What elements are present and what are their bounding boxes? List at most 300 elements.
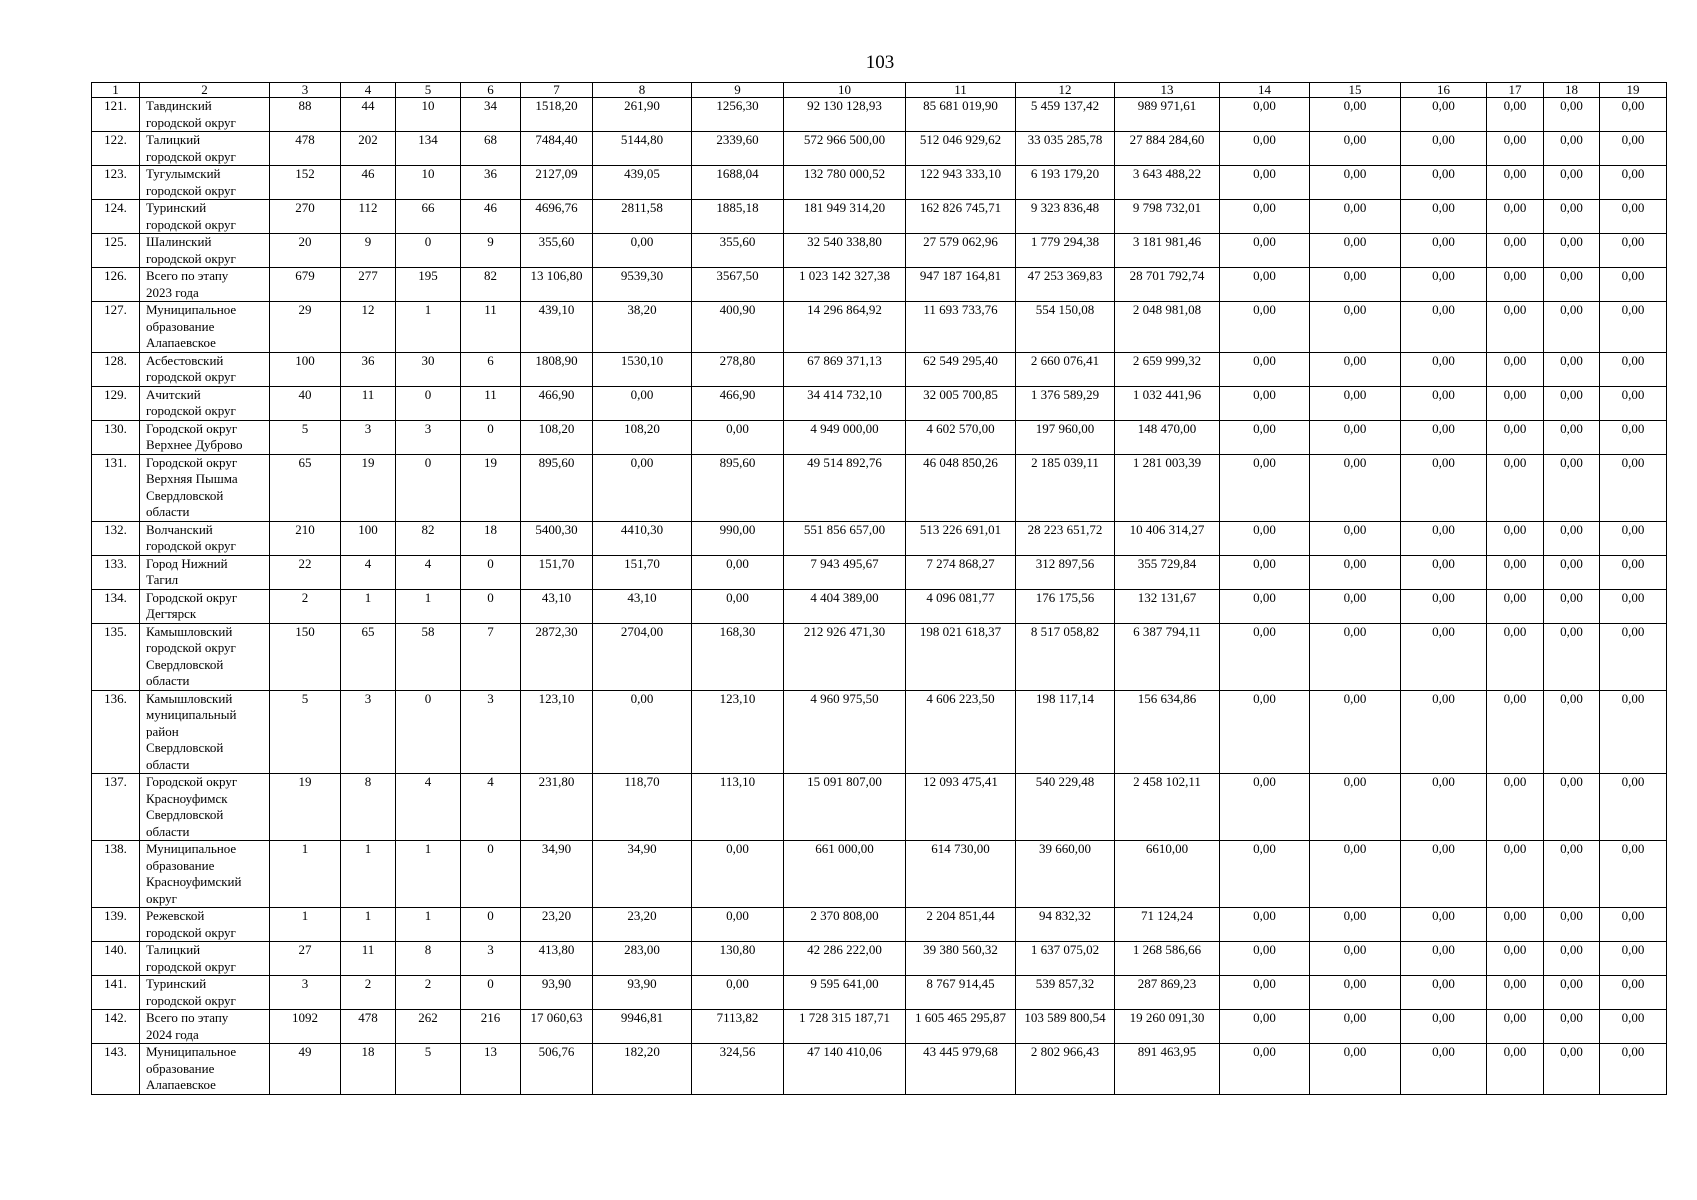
value-cell: 0,00 — [1600, 774, 1667, 841]
value-cell: 540 229,48 — [1016, 774, 1115, 841]
value-cell: 312 897,56 — [1016, 555, 1115, 589]
value-cell: 0,00 — [1310, 908, 1401, 942]
value-cell: 9 323 836,48 — [1016, 200, 1115, 234]
value-cell: 0,00 — [1487, 589, 1544, 623]
table-row — [92, 774, 1667, 841]
value-cell: 0,00 — [1401, 352, 1487, 386]
value-cell: 278,80 — [692, 352, 784, 386]
value-cell: 277 — [341, 268, 396, 302]
value-cell: 1 605 465 295,87 — [906, 1010, 1016, 1044]
value-cell: 0,00 — [1544, 234, 1600, 268]
value-cell: 8 767 914,45 — [906, 976, 1016, 1010]
value-cell: 14 296 864,92 — [784, 302, 906, 353]
value-cell: 0,00 — [1544, 623, 1600, 690]
value-cell: 466,90 — [692, 386, 784, 420]
row-number-cell: 140. — [92, 942, 140, 976]
value-cell: 355 729,84 — [1115, 555, 1220, 589]
value-cell: 5 459 137,42 — [1016, 98, 1115, 132]
value-cell: 132 131,67 — [1115, 589, 1220, 623]
table-row — [92, 908, 1667, 942]
value-cell: 0,00 — [1220, 166, 1310, 200]
value-cell: 47 140 410,06 — [784, 1044, 906, 1095]
municipality-name-cell: Камышловский муниципальный район Свердловской области — [140, 690, 270, 774]
value-cell: 0,00 — [1401, 420, 1487, 454]
value-cell: 8 — [396, 942, 461, 976]
value-cell: 1 — [396, 589, 461, 623]
value-cell: 0,00 — [1310, 623, 1401, 690]
value-cell: 93,90 — [593, 976, 692, 1010]
value-cell: 0,00 — [1310, 976, 1401, 1010]
value-cell: 0,00 — [1220, 774, 1310, 841]
value-cell: 0,00 — [1600, 521, 1667, 555]
value-cell: 0,00 — [1310, 521, 1401, 555]
row-number-cell: 123. — [92, 166, 140, 200]
value-cell: 9 798 732,01 — [1115, 200, 1220, 234]
value-cell: 2 660 076,41 — [1016, 352, 1115, 386]
value-cell: 1 — [341, 589, 396, 623]
value-cell: 0,00 — [1487, 200, 1544, 234]
value-cell: 210 — [270, 521, 341, 555]
value-cell: 891 463,95 — [1115, 1044, 1220, 1095]
value-cell: 0,00 — [1220, 841, 1310, 908]
value-cell: 355,60 — [521, 234, 593, 268]
value-cell: 151,70 — [593, 555, 692, 589]
value-cell: 1092 — [270, 1010, 341, 1044]
value-cell: 130,80 — [692, 942, 784, 976]
value-cell: 0,00 — [1544, 976, 1600, 1010]
value-cell: 4 096 081,77 — [906, 589, 1016, 623]
value-cell: 0,00 — [1401, 908, 1487, 942]
value-cell: 1 779 294,38 — [1016, 234, 1115, 268]
value-cell: 4 404 389,00 — [784, 589, 906, 623]
value-cell: 156 634,86 — [1115, 690, 1220, 774]
row-number-cell: 142. — [92, 1010, 140, 1044]
value-cell: 9 595 641,00 — [784, 976, 906, 1010]
value-cell: 0,00 — [1487, 908, 1544, 942]
value-cell: 0,00 — [1310, 166, 1401, 200]
value-cell: 1 376 589,29 — [1016, 386, 1115, 420]
value-cell: 270 — [270, 200, 341, 234]
value-cell: 4 — [461, 774, 521, 841]
value-cell: 4 602 570,00 — [906, 420, 1016, 454]
value-cell: 2 — [270, 589, 341, 623]
value-cell: 1 — [341, 908, 396, 942]
value-cell: 0,00 — [1544, 132, 1600, 166]
value-cell: 0,00 — [1401, 132, 1487, 166]
value-cell: 1256,30 — [692, 98, 784, 132]
value-cell: 0,00 — [1220, 690, 1310, 774]
municipality-name-cell: Талицкий городской округ — [140, 132, 270, 166]
value-cell: 0,00 — [1401, 841, 1487, 908]
value-cell: 108,20 — [521, 420, 593, 454]
municipality-name-cell: Камышловский городской округ Свердловской области — [140, 623, 270, 690]
value-cell: 0,00 — [1600, 623, 1667, 690]
value-cell: 39 380 560,32 — [906, 942, 1016, 976]
value-cell: 679 — [270, 268, 341, 302]
value-cell: 0,00 — [1544, 166, 1600, 200]
value-cell: 197 960,00 — [1016, 420, 1115, 454]
value-cell: 46 — [341, 166, 396, 200]
value-cell: 4 606 223,50 — [906, 690, 1016, 774]
value-cell: 0,00 — [1487, 302, 1544, 353]
value-cell: 0,00 — [1220, 302, 1310, 353]
value-cell: 4 — [396, 555, 461, 589]
value-cell: 93,90 — [521, 976, 593, 1010]
value-cell: 4 — [341, 555, 396, 589]
value-cell: 0 — [396, 234, 461, 268]
value-cell: 176 175,56 — [1016, 589, 1115, 623]
column-header: 12 — [1016, 83, 1115, 98]
value-cell: 0,00 — [1401, 200, 1487, 234]
value-cell: 989 971,61 — [1115, 98, 1220, 132]
row-number-cell: 139. — [92, 908, 140, 942]
value-cell: 82 — [396, 521, 461, 555]
value-cell: 15 091 807,00 — [784, 774, 906, 841]
value-cell: 29 — [270, 302, 341, 353]
value-cell: 67 869 371,13 — [784, 352, 906, 386]
value-cell: 0,00 — [1487, 420, 1544, 454]
value-cell: 32 540 338,80 — [784, 234, 906, 268]
row-number-cell: 132. — [92, 521, 140, 555]
value-cell: 39 660,00 — [1016, 841, 1115, 908]
value-cell: 62 549 295,40 — [906, 352, 1016, 386]
value-cell: 0,00 — [1310, 841, 1401, 908]
value-cell: 6 — [461, 352, 521, 386]
value-cell: 0,00 — [1310, 386, 1401, 420]
value-cell: 5144,80 — [593, 132, 692, 166]
value-cell: 231,80 — [521, 774, 593, 841]
value-cell: 0,00 — [1544, 908, 1600, 942]
table-row — [92, 589, 1667, 623]
value-cell: 0,00 — [1220, 420, 1310, 454]
value-cell: 0,00 — [1220, 908, 1310, 942]
value-cell: 0,00 — [1220, 1044, 1310, 1095]
value-cell: 2704,00 — [593, 623, 692, 690]
value-cell: 34,90 — [593, 841, 692, 908]
value-cell: 0,00 — [593, 690, 692, 774]
value-cell: 4696,76 — [521, 200, 593, 234]
table-row — [92, 352, 1667, 386]
value-cell: 512 046 929,62 — [906, 132, 1016, 166]
municipality-name-cell: Режевской городской округ — [140, 908, 270, 942]
value-cell: 46 048 850,26 — [906, 454, 1016, 521]
value-cell: 148 470,00 — [1115, 420, 1220, 454]
row-number-cell: 121. — [92, 98, 140, 132]
table-row — [92, 521, 1667, 555]
value-cell: 661 000,00 — [784, 841, 906, 908]
value-cell: 0,00 — [1600, 386, 1667, 420]
value-cell: 355,60 — [692, 234, 784, 268]
municipality-name-cell: Всего по этапу 2023 года — [140, 268, 270, 302]
value-cell: 2811,58 — [593, 200, 692, 234]
value-cell: 0,00 — [1544, 942, 1600, 976]
value-cell: 0 — [461, 555, 521, 589]
value-cell: 0 — [461, 976, 521, 1010]
value-cell: 34,90 — [521, 841, 593, 908]
value-cell: 1530,10 — [593, 352, 692, 386]
value-cell: 0,00 — [1401, 268, 1487, 302]
value-cell: 0,00 — [1544, 454, 1600, 521]
value-cell: 0,00 — [1487, 1010, 1544, 1044]
value-cell: 36 — [461, 166, 521, 200]
table-row — [92, 268, 1667, 302]
value-cell: 0,00 — [1310, 1044, 1401, 1095]
value-cell: 0,00 — [1220, 942, 1310, 976]
value-cell: 9539,30 — [593, 268, 692, 302]
value-cell: 0,00 — [1220, 98, 1310, 132]
table-row — [92, 302, 1667, 353]
row-number-cell: 137. — [92, 774, 140, 841]
value-cell: 0,00 — [1544, 690, 1600, 774]
value-cell: 0,00 — [593, 386, 692, 420]
table-row — [92, 690, 1667, 774]
value-cell: 0,00 — [1544, 352, 1600, 386]
value-cell: 0,00 — [1487, 98, 1544, 132]
column-header: 16 — [1401, 83, 1487, 98]
value-cell: 2872,30 — [521, 623, 593, 690]
column-header: 7 — [521, 83, 593, 98]
value-cell: 27 — [270, 942, 341, 976]
value-cell: 65 — [270, 454, 341, 521]
row-number-cell: 124. — [92, 200, 140, 234]
municipality-name-cell: Талицкий городской округ — [140, 942, 270, 976]
municipality-name-cell: Всего по этапу 2024 года — [140, 1010, 270, 1044]
value-cell: 0,00 — [1600, 302, 1667, 353]
value-cell: 3567,50 — [692, 268, 784, 302]
value-cell: 0,00 — [1600, 690, 1667, 774]
value-cell: 2 — [341, 976, 396, 1010]
value-cell: 262 — [396, 1010, 461, 1044]
municipality-name-cell: Волчанский городской округ — [140, 521, 270, 555]
column-header: 9 — [692, 83, 784, 98]
value-cell: 1 — [396, 908, 461, 942]
value-cell: 113,10 — [692, 774, 784, 841]
value-cell: 0,00 — [1600, 166, 1667, 200]
column-header: 17 — [1487, 83, 1544, 98]
value-cell: 0,00 — [1487, 623, 1544, 690]
value-cell: 6610,00 — [1115, 841, 1220, 908]
value-cell: 38,20 — [593, 302, 692, 353]
value-cell: 103 589 800,54 — [1016, 1010, 1115, 1044]
data-table — [91, 82, 1667, 1095]
value-cell: 3 181 981,46 — [1115, 234, 1220, 268]
page-number: 103 — [865, 52, 895, 73]
value-cell: 0,00 — [1310, 454, 1401, 521]
value-cell: 11 — [461, 386, 521, 420]
value-cell: 34 — [461, 98, 521, 132]
value-cell: 324,56 — [692, 1044, 784, 1095]
row-number-cell: 126. — [92, 268, 140, 302]
value-cell: 9 — [461, 234, 521, 268]
value-cell: 0,00 — [1544, 521, 1600, 555]
value-cell: 13 106,80 — [521, 268, 593, 302]
column-header: 19 — [1600, 83, 1667, 98]
value-cell: 1 — [341, 841, 396, 908]
value-cell: 0,00 — [1401, 1010, 1487, 1044]
value-cell: 132 780 000,52 — [784, 166, 906, 200]
value-cell: 181 949 314,20 — [784, 200, 906, 234]
value-cell: 0,00 — [1600, 200, 1667, 234]
value-cell: 0,00 — [1401, 234, 1487, 268]
value-cell: 18 — [461, 521, 521, 555]
value-cell: 4 949 000,00 — [784, 420, 906, 454]
value-cell: 4 — [396, 774, 461, 841]
value-cell: 58 — [396, 623, 461, 690]
value-cell: 49 — [270, 1044, 341, 1095]
value-cell: 551 856 657,00 — [784, 521, 906, 555]
value-cell: 0,00 — [1487, 132, 1544, 166]
value-cell: 33 035 285,78 — [1016, 132, 1115, 166]
value-cell: 0,00 — [1220, 555, 1310, 589]
value-cell: 1 728 315 187,71 — [784, 1010, 906, 1044]
value-cell: 0,00 — [1487, 234, 1544, 268]
value-cell: 1 032 441,96 — [1115, 386, 1220, 420]
value-cell: 539 857,32 — [1016, 976, 1115, 1010]
value-cell: 572 966 500,00 — [784, 132, 906, 166]
value-cell: 0,00 — [1600, 589, 1667, 623]
table-row — [92, 454, 1667, 521]
value-cell: 0,00 — [1220, 132, 1310, 166]
value-cell: 0,00 — [1310, 302, 1401, 353]
value-cell: 19 260 091,30 — [1115, 1010, 1220, 1044]
value-cell: 43,10 — [593, 589, 692, 623]
value-cell: 1 268 586,66 — [1115, 942, 1220, 976]
value-cell: 4 960 975,50 — [784, 690, 906, 774]
column-header: 4 — [341, 83, 396, 98]
value-cell: 7 943 495,67 — [784, 555, 906, 589]
value-cell: 413,80 — [521, 942, 593, 976]
value-cell: 11 — [341, 386, 396, 420]
table-row — [92, 200, 1667, 234]
table-row — [92, 1010, 1667, 1044]
value-cell: 198 117,14 — [1016, 690, 1115, 774]
value-cell: 1885,18 — [692, 200, 784, 234]
value-cell: 0 — [396, 454, 461, 521]
value-cell: 0,00 — [593, 234, 692, 268]
municipality-name-cell: Городской округ Верхняя Пышма Свердловской области — [140, 454, 270, 521]
value-cell: 19 — [270, 774, 341, 841]
value-cell: 0,00 — [1487, 521, 1544, 555]
value-cell: 3 643 488,22 — [1115, 166, 1220, 200]
column-header: 5 — [396, 83, 461, 98]
value-cell: 0,00 — [1600, 268, 1667, 302]
value-cell: 0,00 — [1310, 774, 1401, 841]
municipality-name-cell: Муниципальное образование Алапаевское — [140, 1044, 270, 1095]
value-cell: 0,00 — [1401, 555, 1487, 589]
value-cell: 11 — [341, 942, 396, 976]
value-cell: 0,00 — [1600, 1044, 1667, 1095]
value-cell: 0,00 — [1544, 420, 1600, 454]
row-number-cell: 135. — [92, 623, 140, 690]
value-cell: 1 — [396, 302, 461, 353]
value-cell: 0,00 — [1487, 352, 1544, 386]
value-cell: 30 — [396, 352, 461, 386]
value-cell: 0,00 — [1310, 132, 1401, 166]
value-cell: 44 — [341, 98, 396, 132]
value-cell: 0,00 — [1600, 976, 1667, 1010]
value-cell: 0,00 — [1600, 132, 1667, 166]
value-cell: 1518,20 — [521, 98, 593, 132]
value-cell: 0,00 — [1310, 589, 1401, 623]
value-cell: 0 — [461, 589, 521, 623]
value-cell: 88 — [270, 98, 341, 132]
row-number-cell: 125. — [92, 234, 140, 268]
table-row — [92, 132, 1667, 166]
municipality-name-cell: Туринский городской округ — [140, 200, 270, 234]
value-cell: 1 023 142 327,38 — [784, 268, 906, 302]
value-cell: 439,05 — [593, 166, 692, 200]
value-cell: 23,20 — [521, 908, 593, 942]
value-cell: 0,00 — [692, 976, 784, 1010]
row-number-cell: 127. — [92, 302, 140, 353]
value-cell: 3 — [461, 942, 521, 976]
municipality-name-cell: Шалинский городской округ — [140, 234, 270, 268]
value-cell: 0,00 — [692, 420, 784, 454]
value-cell: 123,10 — [521, 690, 593, 774]
table-row — [92, 98, 1667, 132]
value-cell: 513 226 691,01 — [906, 521, 1016, 555]
table-row — [92, 555, 1667, 589]
value-cell: 0,00 — [1600, 908, 1667, 942]
value-cell: 287 869,23 — [1115, 976, 1220, 1010]
value-cell: 506,76 — [521, 1044, 593, 1095]
value-cell: 0,00 — [1401, 690, 1487, 774]
value-cell: 478 — [341, 1010, 396, 1044]
value-cell: 0,00 — [1600, 555, 1667, 589]
value-cell: 0,00 — [1487, 1044, 1544, 1095]
value-cell: 0,00 — [1401, 98, 1487, 132]
value-cell: 0 — [461, 908, 521, 942]
value-cell: 9 — [341, 234, 396, 268]
value-cell: 0,00 — [692, 908, 784, 942]
value-cell: 151,70 — [521, 555, 593, 589]
value-cell: 134 — [396, 132, 461, 166]
value-cell: 0,00 — [1401, 386, 1487, 420]
value-cell: 7 — [461, 623, 521, 690]
value-cell: 182,20 — [593, 1044, 692, 1095]
value-cell: 0,00 — [1487, 841, 1544, 908]
value-cell: 283,00 — [593, 942, 692, 976]
value-cell: 27 884 284,60 — [1115, 132, 1220, 166]
value-cell: 0,00 — [1310, 268, 1401, 302]
value-cell: 92 130 128,93 — [784, 98, 906, 132]
value-cell: 0,00 — [1220, 521, 1310, 555]
value-cell: 6 193 179,20 — [1016, 166, 1115, 200]
value-cell: 0,00 — [692, 555, 784, 589]
column-header: 2 — [140, 83, 270, 98]
value-cell: 0,00 — [1310, 234, 1401, 268]
value-cell: 10 — [396, 98, 461, 132]
value-cell: 66 — [396, 200, 461, 234]
value-cell: 0,00 — [1544, 200, 1600, 234]
value-cell: 0,00 — [1401, 976, 1487, 1010]
value-cell: 0,00 — [1487, 386, 1544, 420]
value-cell: 1808,90 — [521, 352, 593, 386]
value-cell: 28 701 792,74 — [1115, 268, 1220, 302]
municipality-name-cell: Городской округ Красноуфимск Свердловской области — [140, 774, 270, 841]
value-cell: 261,90 — [593, 98, 692, 132]
value-cell: 123,10 — [692, 690, 784, 774]
value-cell: 3 — [461, 690, 521, 774]
table-row — [92, 166, 1667, 200]
value-cell: 0,00 — [1487, 942, 1544, 976]
row-number-cell: 143. — [92, 1044, 140, 1095]
row-number-cell: 129. — [92, 386, 140, 420]
value-cell: 0,00 — [1401, 166, 1487, 200]
column-header: 13 — [1115, 83, 1220, 98]
value-cell: 1 — [270, 908, 341, 942]
row-number-cell: 130. — [92, 420, 140, 454]
